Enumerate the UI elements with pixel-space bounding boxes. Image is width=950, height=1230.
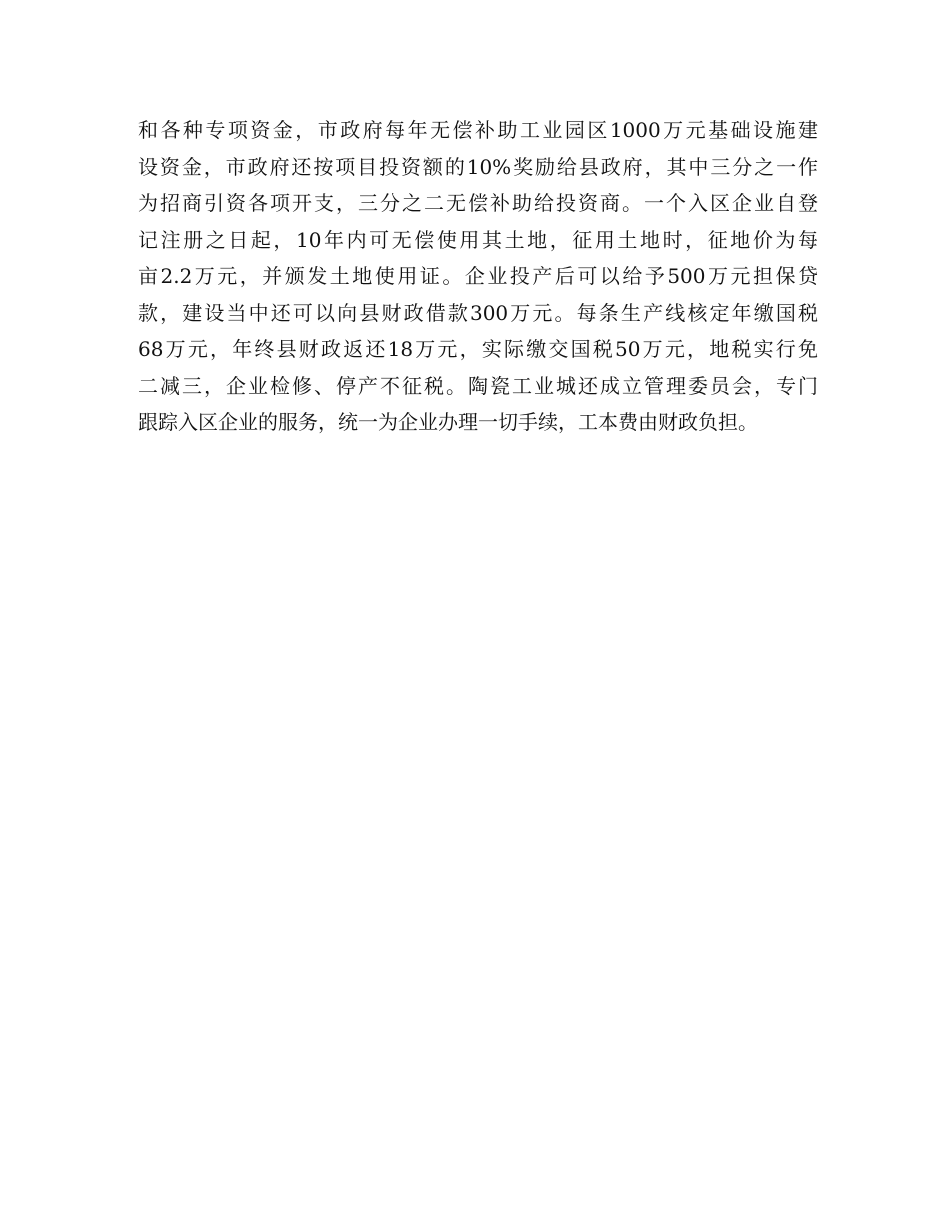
paragraph-line-4: 记注册之日起，10年内可无偿使用其土地，征用土地时，征地价为每 xyxy=(138,227,818,252)
paragraph-line-7: 68万元，年终县财政返还18万元，实际缴交国税50万元，地税实行免 xyxy=(138,337,818,361)
paragraph-line-5: 亩2.2万元，并颁发土地使用证。企业投产后可以给予500万元担保贷 xyxy=(138,264,818,288)
paragraph-line-6: 款，建设当中还可以向县财政借款300万元。每条生产线核定年缴国税 xyxy=(138,300,818,325)
paragraph-line-1: 和各种专项资金，市政府每年无偿补助工业园区1000万元基础设施建 xyxy=(138,118,818,142)
paragraph-line-2: 设资金，市政府还按项目投资额的10%奖励给县政府，其中三分之一作 xyxy=(138,154,818,179)
body-paragraph xyxy=(138,112,818,441)
paragraph-line-9: 跟踪入区企业的服务，统一为企业办理一切手续，工本费由财政负担。 xyxy=(138,410,758,434)
paragraph-line-8: 二减三，企业检修、停产不征税。陶瓷工业城还成立管理委员会，专门 xyxy=(138,373,818,398)
paragraph-line-3: 为招商引资各项开支，三分之二无偿补助给投资商。一个入区企业自登 xyxy=(138,191,818,215)
